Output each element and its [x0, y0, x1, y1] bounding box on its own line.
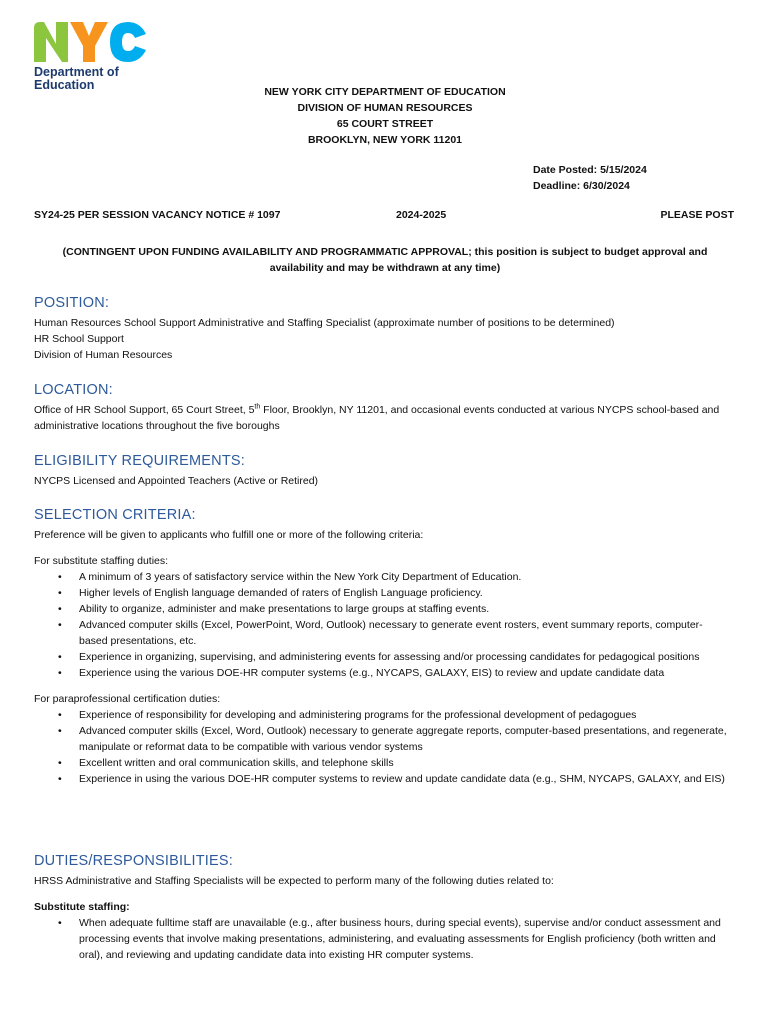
list-item: • Advanced computer skills (Excel, PowerPoint, Word, Outlook) necessary to generate event rosters, event summary reports, computer-based presentations, etc.: [34, 617, 730, 649]
duties-section: [34, 852, 730, 963]
list-item: • Experience in using the various DOE-HR computer systems to review and update candidate data (e.g., SHM, NYCAPS, GALAXY, and EIS): [34, 771, 730, 787]
substitute-criteria-list: [34, 569, 730, 681]
nyc-letters-graphic: [34, 20, 148, 64]
list-item: • Experience in organizing, supervising, and administering events for assessing and/or processing candidates for pedagogical positions: [34, 649, 730, 665]
dept-line-1: Department of: [34, 65, 119, 79]
selection-heading: SELECTION CRITERIA:: [34, 507, 196, 523]
contingent-notice: (CONTINGENT UPON FUNDING AVAILABILITY AND PROGRAMMATIC APPROVAL; this position is subject to budget approval and availability and may be withdrawn at any time): [62, 246, 708, 274]
substitute-duties-label: For substitute staffing duties:: [34, 555, 169, 567]
selection-intro: Preference will be given to applicants who fulfill one or more of the following criteria:: [34, 529, 424, 541]
position-office: HR School Support: [34, 333, 124, 345]
address-line: 65 COURT STREET: [336, 118, 434, 130]
para-criteria-list: [34, 707, 730, 787]
position-title: Human Resources School Support Administrative and Staffing Specialist (approximate number of positions to be determined): [34, 317, 615, 329]
posting-dates: [533, 162, 647, 194]
deadline: Deadline: 6/30/2024: [533, 180, 630, 192]
address-line: BROOKLYN, NEW YORK 11201: [307, 134, 463, 146]
location-text-part: Floor, Brooklyn, NY 11201, and occasional events conducted at various NYCPS school-based and administrative locations throughout the five boroughs: [34, 404, 720, 432]
substitute-staffing-label: Substitute staffing:: [34, 901, 130, 913]
school-year: 2024-2025: [396, 209, 447, 221]
location-section: [34, 381, 730, 434]
list-item: • Advanced computer skills (Excel, Word, Outlook) necessary to generate aggregate reports, computer-based presentations, and regenerate, manipulate or reformat data to be compatible with various vendor systems: [34, 723, 730, 755]
eligibility-heading: ELIGIBILITY REQUIREMENTS:: [34, 453, 246, 469]
eligibility-text: NYCPS Licensed and Appointed Teachers (Active or Retired): [34, 475, 319, 487]
notice-row: [34, 209, 734, 225]
position-division: Division of Human Resources: [34, 349, 173, 361]
selection-section: [34, 506, 730, 787]
location-text-part: Office of HR School Support, 65 Court Street, 5: [34, 404, 255, 416]
list-item: • When adequate fulltime staff are unavailable (e.g., after business hours, during special events), supervise and/or conduct assessment and processing events that involve making presentations, administering, and evaluating assessments for English proficiency (both written and oral), and reviewing and updating candidate data into existing HR computer systems.: [34, 915, 730, 963]
address-line: NEW YORK CITY DEPARTMENT OF EDUCATION: [264, 86, 506, 98]
list-item: • Higher levels of English language demanded of raters of English Language proficiency.: [34, 585, 730, 601]
date-posted: Date Posted: 5/15/2024: [533, 164, 647, 176]
address-line: DIVISION OF HUMAN RESOURCES: [297, 102, 473, 114]
list-item: • Experience using the various DOE-HR computer systems (e.g., NYCAPS, GALAXY, EIS) to review and update candidate data: [34, 665, 730, 681]
location-heading: LOCATION:: [34, 382, 113, 398]
list-item: • A minimum of 3 years of satisfactory service within the New York City Department of Education.: [34, 569, 730, 585]
position-heading: POSITION:: [34, 295, 110, 311]
para-duties-label: For paraprofessional certification duties:: [34, 693, 221, 705]
duties-list: [34, 915, 730, 963]
location-text: [34, 402, 730, 434]
list-item: • Experience of responsibility for developing and administering programs for the professional development of pedagogues: [34, 707, 730, 723]
list-item: • Ability to organize, administer and make presentations to large groups at staffing events.: [34, 601, 730, 617]
eligibility-section: [34, 452, 730, 489]
header-address: [0, 84, 770, 148]
duties-heading: DUTIES/RESPONSIBILITIES:: [34, 853, 233, 869]
please-post: PLEASE POST: [660, 209, 734, 221]
duties-intro: HRSS Administrative and Staffing Specialists will be expected to perform many of the following duties related to:: [34, 875, 554, 887]
location-superscript: th: [254, 403, 261, 411]
notice-number: SY24-25 PER SESSION VACANCY NOTICE # 1097: [34, 209, 281, 221]
position-section: [34, 294, 730, 363]
dept-line-2: Education: [34, 78, 95, 92]
list-item: • Excellent written and oral communication skills, and telephone skills: [34, 755, 730, 771]
